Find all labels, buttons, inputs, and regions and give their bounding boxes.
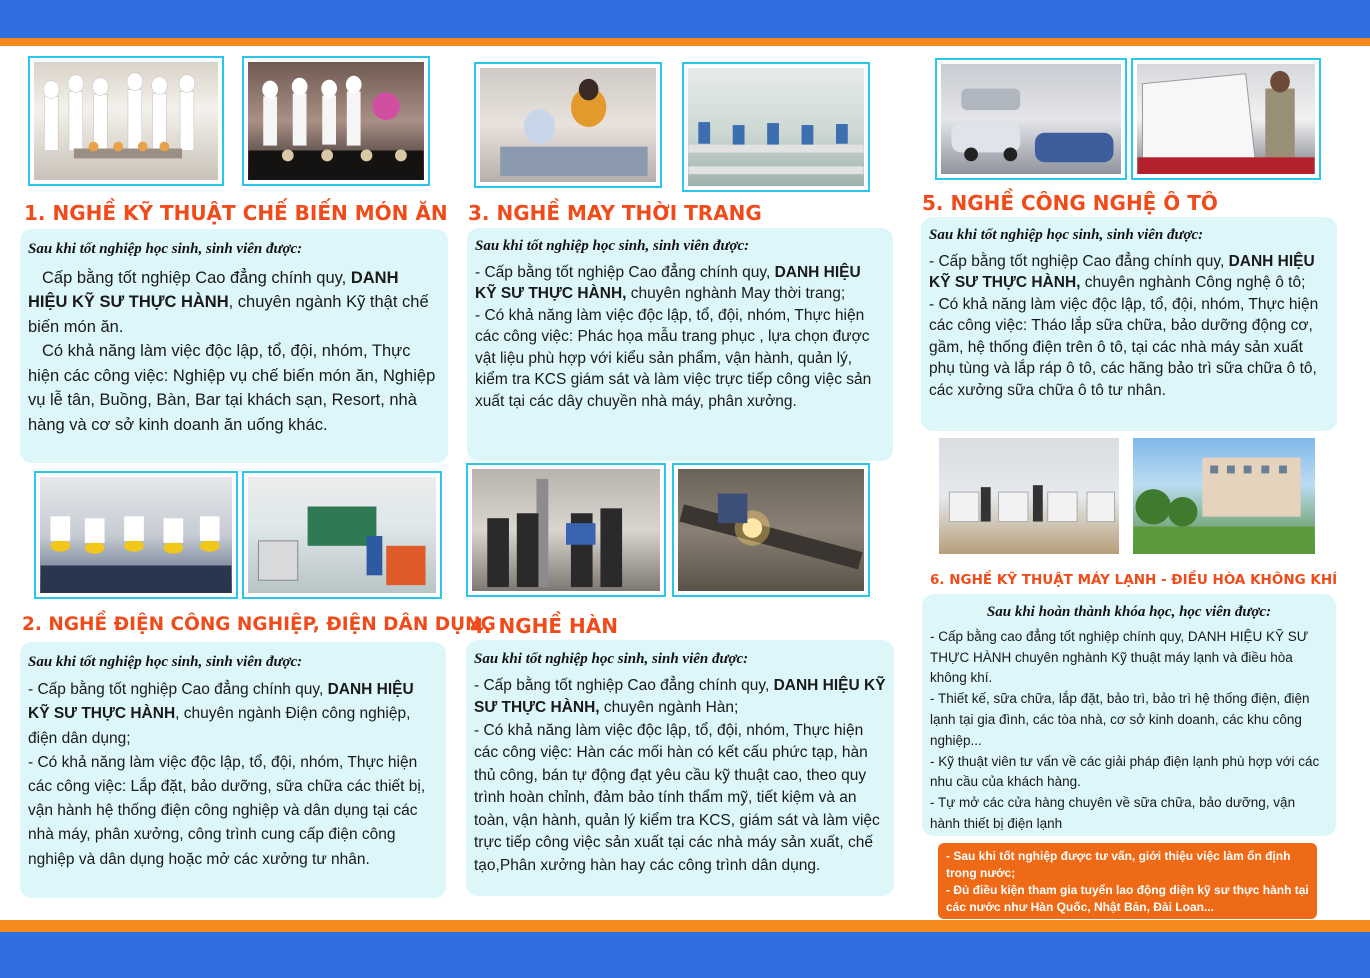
box-line-3: - Kỹ thuật viên tư vấn về các giải pháp điện lạnh phù hợp với các nhu cầu của khách hàng. xyxy=(930,753,1320,790)
welder-at-work-photo xyxy=(672,463,870,597)
box-paragraph-2: Có khả năng làm việc độc lập, tổ, đội, nhóm, Thực hiện các công việc: Nghiệp vụ chế biến món ăn, Nghiệp vụ lễ tân, Buồng, Bàn, Bar tại khách sạn, Resort, nhà hàng và cơ sở kinh doanh ăn uống khác. xyxy=(28,342,436,434)
box-paragraph-2: - Có khả năng làm việc độc lập, tổ, đội, nhóm, Thực hiện các công việc: Hàn các mối hàn có kết cấu phức tạp, hàn thủ công, bán tự động đạt yêu cầu kỹ thuật cao, theo quy trình hoàn chỉnh, đảm bảo tính thẩm mỹ, tiết kiệm và an toàn, vận hành, quản lý kiểm tra KCS, giám sát và làm việc trực tiếp công việc sản xuất tại các nhà máy sản xuất, chế tạo,Phân xưởng hàn hay các công trình dân dụng. xyxy=(474,721,880,874)
section-box-sewing xyxy=(467,228,893,461)
text-prefix: - Cấp bằng tốt nghiệp Cao đẳng chính quy, xyxy=(474,676,774,694)
box-lead: Sau khi hoàn thành khóa học, học viên được: xyxy=(986,604,1272,620)
workshop-illustration xyxy=(939,438,1119,554)
box-paragraph-1 xyxy=(28,678,438,751)
buffet-illustration xyxy=(248,62,424,180)
section-title-sewing: 3. NGHỀ MAY THỜI TRANG xyxy=(468,201,762,225)
text-suffix: chuyên ngành Hàn; xyxy=(599,699,739,716)
text-suffix: chuyên nghành May thời trang; xyxy=(626,285,846,302)
text-suffix: chuyên nghành Công nghệ ô tô; xyxy=(1080,274,1306,291)
note-line-2: - Đủ điều kiện tham gia tuyển lao động diện kỹ sư thực hành tại các nước như Hàn Quốc, Nhật Bản, Đài Loan... xyxy=(946,883,1309,914)
box-lead: Sau khi tốt nghiệp học sinh, sinh viên được: xyxy=(28,241,303,257)
section-title-hvac: 6. NGHỀ KỸ THUẬT MÁY LẠNH - ĐIỀU HÒA KHÔNG KHÍ xyxy=(930,572,1338,588)
top-blue-band xyxy=(0,0,1370,38)
car-inspection-photo xyxy=(1131,58,1321,180)
box-lead: Sau khi tốt nghiệp học sinh, sinh viên được: xyxy=(929,227,1204,243)
title-highlight: DANH HIỆU KỸ SƯ THỰC HÀNH xyxy=(28,268,399,311)
students-illustration xyxy=(40,477,232,593)
cooking-class-photo xyxy=(28,56,224,186)
box-lead: Sau khi tốt nghiệp học sinh, sinh viên được: xyxy=(28,654,303,670)
hvac-workshop-photo xyxy=(933,432,1125,560)
title-highlight: DANH HIỆU KỸ SƯ THỰC HÀNH, xyxy=(929,252,1315,291)
text-prefix: - Cấp bằng tốt nghiệp Cao đẳng chính quy, xyxy=(929,252,1229,270)
sewing-room-illustration xyxy=(688,68,864,186)
sewing-teacher-illustration xyxy=(480,68,656,182)
text-suffix: , chuyên ngành Kỹ thật chế biến món ăn. xyxy=(28,293,429,336)
box-paragraph-1 xyxy=(474,675,886,720)
top-orange-stripe xyxy=(0,38,1370,46)
section-title-welding: 4. NGHỀ HÀN xyxy=(470,614,618,638)
employment-note xyxy=(938,843,1317,919)
campus-building-photo xyxy=(1127,432,1321,560)
section-box-welding xyxy=(466,640,894,896)
section-box-cooking xyxy=(20,229,448,463)
welding-sparks-illustration xyxy=(678,469,864,591)
chef-buffet-photo xyxy=(242,56,430,186)
box-paragraph-1 xyxy=(929,251,1329,294)
bottom-blue-band xyxy=(0,932,1370,978)
section-title-cooking: 1. NGHỀ KỸ THUẬT CHẾ BIẾN MÓN ĂN xyxy=(24,201,448,225)
garage-illustration xyxy=(941,64,1121,174)
title-highlight: DANH HIỆU KỸ SƯ THỰC HÀNH, xyxy=(475,263,861,302)
box-paragraph-2: - Có khả năng làm việc độc lập, tổ, đội, nhóm, Thực hiện các công việc: Phác họa mẫu trang phục , lựa chọn được vật liệu phù hợp với kiểu sản phẩm, vận hành, quản lý, kiểm tra KCS giám sát và làm việc trực tiếp công việc sản xuất tại các dây chuyền nhà máy, phân xưởng. xyxy=(475,306,872,410)
welders-group-illustration xyxy=(472,469,660,591)
section-title-auto: 5. NGHỀ CÔNG NGHỆ Ô TÔ xyxy=(922,191,1218,215)
box-paragraph-1 xyxy=(475,262,885,305)
box-paragraph-2: - Có khả năng làm việc độc lập, tổ, đội, nhóm, Thực hiện các công việc: Lắp đặt, bảo dưỡng, sữa chữa các thiết bị, vận hành hệ thống điện công nghiệp và dân dụng tại các nhà máy, phân xưởng, công trình cung cấp điện công nghiệp và dân dụng hoặc mở các xưởng tư nhân. xyxy=(28,753,426,868)
auto-garage-photo xyxy=(935,58,1127,180)
box-line-2: - Thiết kế, sữa chữa, lắp đặt, bảo trì, bảo trì hệ thống điện, điện lạnh tại gia đình, các tòa nhà, cơ sở kinh doanh, các khu công nghiệp... xyxy=(930,691,1310,748)
section-title-electrical: 2. NGHỀ ĐIỆN CÔNG NGHIỆP, ĐIỆN DÂN DỤNG xyxy=(22,614,496,635)
chefs-illustration xyxy=(34,62,218,180)
campus-illustration xyxy=(1133,438,1315,554)
bottom-orange-stripe xyxy=(0,920,1370,932)
box-line-4: - Tự mở các cửa hàng chuyên về sữa chữa, bảo dưỡng, vận hành thiết bị điện lạnh xyxy=(930,795,1296,831)
sewing-workshop-photo xyxy=(682,62,870,192)
lab-illustration xyxy=(248,477,436,593)
section-box-hvac xyxy=(922,594,1336,836)
text-prefix: - Cấp bằng tốt nghiệp Cao đẳng chính quy, xyxy=(475,263,775,281)
section-box-auto xyxy=(921,217,1337,431)
section-box-electrical xyxy=(20,642,446,898)
box-paragraph-1 xyxy=(28,266,440,340)
box-lead: Sau khi tốt nghiệp học sinh, sinh viên được: xyxy=(474,651,749,667)
text-suffix: , chuyên ngành Điện công nghiệp, điện dân dụng; xyxy=(28,705,411,747)
car-door-illustration xyxy=(1137,64,1315,174)
electrical-students-photo xyxy=(34,471,238,599)
box-paragraph-2: - Có khả năng làm việc độc lập, tổ, đội, nhóm, Thực hiện các công việc: Tháo lắp sữa chữa, bảo dưỡng động cơ, gầm, hệ thống điện trên ô tô, tại các nhà máy sản xuất phụ tùng và lắp ráp ô tô, các hãng bảo trì sữa chữa ô tô, các xưởng sữa chữa ô tô tư nhân. xyxy=(929,295,1319,399)
welding-group-photo xyxy=(466,463,666,597)
box-lead: Sau khi tốt nghiệp học sinh, sinh viên được: xyxy=(475,238,750,254)
box-line-1: - Cấp bằng cao đẳng tốt nghiệp chính quy, DANH HIỆU KỸ SƯ THỰC HÀNH chuyên nghành Kỹ thuật máy lạnh và điều hòa không khí. xyxy=(930,628,1309,686)
text-prefix: Cấp bằng tốt nghiệp Cao đẳng chính quy, xyxy=(42,268,351,287)
sewing-class-photo xyxy=(474,62,662,188)
title-highlight: DANH HIỆU KỸ SƯ THỰC HÀNH xyxy=(28,681,414,723)
note-line-1: - Sau khi tốt nghiệp được tư vấn, giới thiệu việc làm ổn định trong nước; xyxy=(946,849,1291,880)
title-highlight: DANH HIỆU KỸ SƯ THỰC HÀNH, xyxy=(474,676,886,716)
electrical-lab-photo xyxy=(242,471,442,599)
text-prefix: - Cấp bằng tốt nghiệp Cao đẳng chính quy, xyxy=(28,681,328,699)
